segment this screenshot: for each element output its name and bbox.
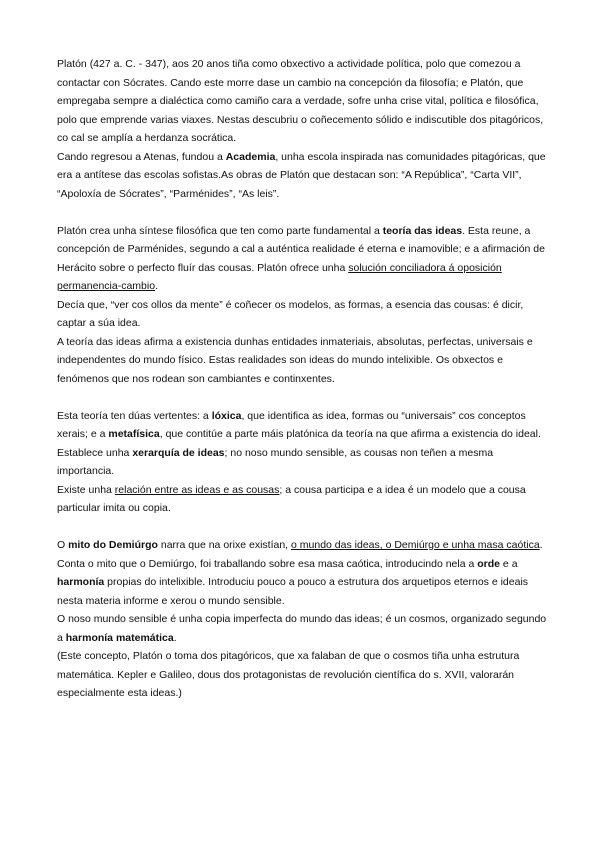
paragraph-ideas-existence: A teoría das ideas afirma a existencia dunhas entidades inmateriais, absolutas, perfectas, universais e independentes do mundo físico. Estas realidades son ideas do mundo intelixible. Os obxectos e fenómenos que nos rodean son cambiantes e continxentes. xyxy=(57,335,533,385)
paragraph-demiurge-myth: O mito do Demiúrgo narra que na orixe existían, o mundo das ideas, o Demiúrgo e unha masa caótica. Conta o mito que o Demiúrgo, foi traballando sobre esa masa caótica, introducindo nela a orde e a harmonía propias do intelixible. Introduciu pouco a pouco a estrutura dos arquetipos eternos e ideais nesta materia informe e xerou o mundo sensible. xyxy=(57,539,543,607)
term-order: orde xyxy=(477,557,501,570)
term-harmony: harmonía xyxy=(57,576,105,588)
paragraph-mind-eyes: Decía que, “ver cos ollos da mente” é coñecer os modelos, as formas, a esencia das cousas: é dicir, captar a súa idea. xyxy=(57,298,524,329)
paragraph-cosmos: O noso mundo sensible é unha copia imperfecta do mundo das ideas; é un cosmos, organizado segundo a harmonía matemática. xyxy=(57,613,547,644)
paragraph-biography: Platón (427 a. C. - 347), aos 20 anos tiña como obxectivo a actividade política, polo que comezou a contactar con Sócrates. Cando este morre dase un cambio na concepción da filosofía; e Platón, que empregaba sempre a dialéctica como camiño cara a verdade, sofre unha crise vital, política e filosófica, polo que emprende varias viaxes. Nestas descubriu o coñecemento sólido e indiscutible dos pitagóricos, co cal se amplía a herdanza socrática. xyxy=(57,58,544,144)
document-body xyxy=(57,55,547,703)
term-mathematical-harmony: harmonía matemática xyxy=(65,631,174,644)
paragraph-pythagorean-note: (Este concepto, Platón o toma dos pitagóricos, que xa falaban de que o cosmos tiña unha estrutura matemática. Kepler e Galileo, dous dos protagonistas de revolución científica do s. XVII, valorarán especialmente esta ideas.) xyxy=(57,650,520,699)
underlined-conciliatory-solution: solución conciliadora á oposición permanencia-cambio xyxy=(57,261,502,292)
term-demiurge-myth: mito do Demiúrgo xyxy=(68,539,158,551)
underlined-origin-elements: o mundo das ideas, o Demiúrgo e unha masa caótica xyxy=(291,539,540,551)
underlined-relation: relación entre as ideas e as cousas xyxy=(114,483,280,496)
paragraph-relation: Existe unha relación entre as ideas e as cousas; a cousa participa e a idea é un modelo que a cousa particular imita ou copia. xyxy=(57,483,526,514)
paragraph-gap xyxy=(57,388,547,407)
paragraph-hierarchy: Establece unha xerarquía de ideas; no noso mundo sensible, as cousas non teñen a mesma importancia. xyxy=(57,446,494,477)
paragraph-gap xyxy=(57,518,547,537)
term-metaphysics: metafísica xyxy=(108,428,160,440)
term-logic: lóxica xyxy=(211,409,242,422)
term-academia: Academia xyxy=(225,150,276,163)
term-hierarchy-of-ideas: xerarquía de ideas xyxy=(132,446,225,459)
paragraph-theory-of-ideas: Platón crea unha síntese filosófica que ten como parte fundamental a teoría das ideas. Esta reune, a concepción de Parménides, segundo a cal a auténtica realidade é eterna e inamovible; e a afirmación de Herácito sobre o perfecto fluír das cousas. Platón ofrece unha solución conciliadora á oposición permanencia-cambio. xyxy=(57,224,545,292)
paragraph-gap xyxy=(57,203,547,222)
paragraph-academia: Cando regresou a Atenas, fundou a Academia, unha escola inspirada nas comunidades pitagóricas, que era a antítese das escolas sofistas.As obras de Platón que destacan son: “A República”, “Carta VII”, “Apoloxía de Sócrates”, “Parménides”, “As leis”. xyxy=(57,150,546,200)
term-theory-of-ideas: teoría das ideas xyxy=(382,224,463,237)
paragraph-two-aspects: Esta teoría ten dúas vertentes: a lóxica, que identifica as idea, formas ou “universais” cos conceptos xerais; e a metafísica, que contitúe a parte máis platónica da teoría na que afirma a existencia do ideal. xyxy=(57,409,541,440)
